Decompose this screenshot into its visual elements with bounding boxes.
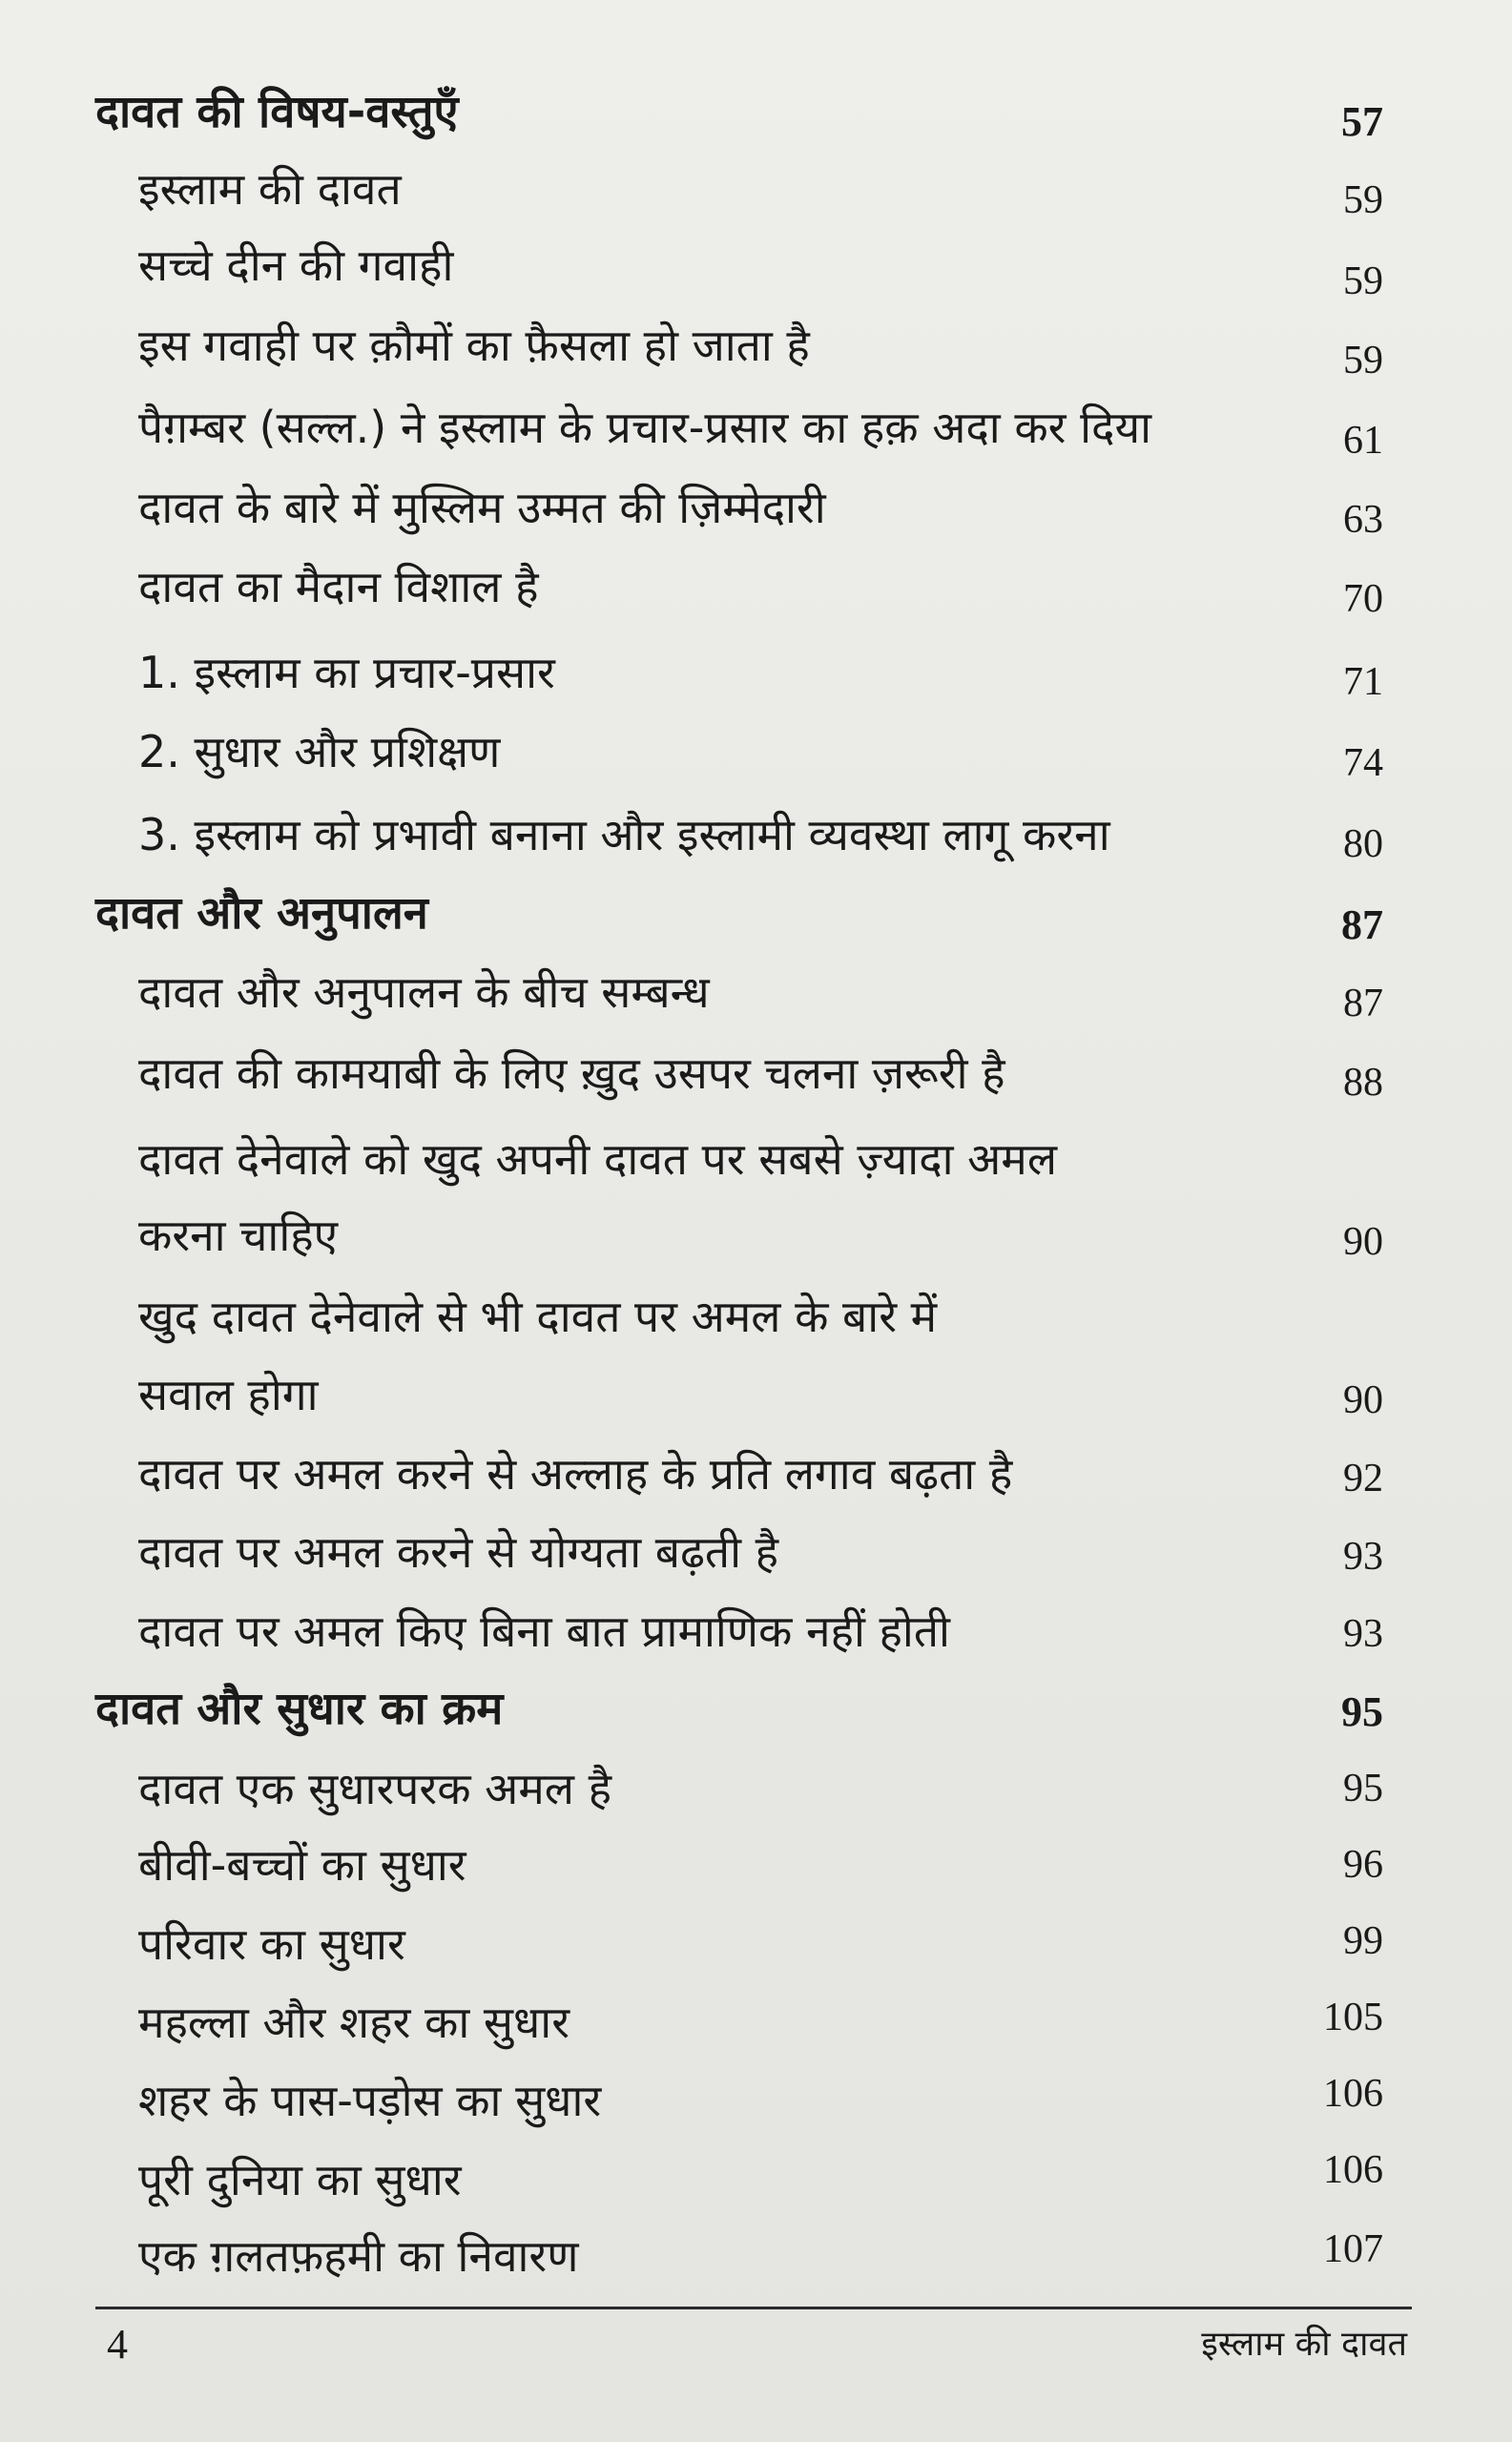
toc-entry-title: पैग़म्बर (सल्ल.) ने इस्लाम के प्रचार-प्रसार का हक़ अदा कर दिया: [138, 402, 1152, 453]
toc-entry-title: बीवी-बच्चों का सुधार: [138, 1839, 466, 1891]
toc-entry-title: सच्चे दीन की गवाही: [138, 239, 454, 291]
toc-entry-title: एक ग़लतफ़हमी का निवारण: [138, 2230, 579, 2282]
folio-page-number: 4: [107, 2321, 128, 2368]
toc-page-number: 63: [1343, 498, 1383, 542]
toc-page-number: 92: [1343, 1457, 1383, 1500]
toc-entry-title: दावत देनेवाले को खुद अपनी दावत पर सबसे ज़्यादा अमल: [138, 1133, 1058, 1185]
toc-page-number: 57: [1341, 98, 1383, 145]
toc-page-number: 61: [1343, 419, 1383, 463]
toc-entry-title: दावत पर अमल किए बिना बात प्रामाणिक नहीं होती: [138, 1605, 950, 1657]
toc-entry-title: 2. सुधार और प्रशिक्षण: [138, 726, 501, 777]
toc-entry-title: इस्लाम की दावत: [138, 163, 402, 215]
toc-page-number: 87: [1341, 901, 1383, 948]
toc-entry-title: दावत और अनुपालन के बीच सम्बन्ध: [138, 966, 710, 1018]
toc-section-title: दावत और सुधार का क्रम: [95, 1683, 504, 1735]
toc-entry-title: दावत की कामयाबी के लिए ख़ुद उसपर चलना ज़रूरी है: [138, 1047, 1005, 1099]
toc-entry-title: करना चाहिए: [138, 1210, 339, 1261]
toc-entry-title: दावत एक सुधारपरक अमल है: [138, 1763, 612, 1814]
toc-entry-title: परिवार का सुधार: [138, 1918, 405, 1970]
footer-rule: [95, 2307, 1412, 2309]
toc-entry-title: दावत के बारे में मुस्लिम उम्मत की ज़िम्मेदारी: [138, 482, 826, 533]
toc-entry-title: सवाल होगा: [138, 1369, 319, 1420]
toc-entry-title: 3. इस्लाम को प्रभावी बनाना और इस्लामी व्यवस्था लागू करना: [138, 809, 1110, 860]
toc-entry-title: दावत पर अमल करने से योग्यता बढ़ती है: [138, 1526, 779, 1578]
toc-page-number: 71: [1343, 660, 1383, 704]
toc-page-number: 93: [1343, 1612, 1383, 1656]
toc-section-title: दावत की विषय-वस्तुएँ: [95, 86, 459, 138]
toc-page-number: 96: [1343, 1843, 1383, 1887]
toc-entry-title: 1. इस्लाम का प्रचार-प्रसार: [138, 647, 555, 698]
toc-page-number: 90: [1343, 1378, 1383, 1422]
toc-page-number: 59: [1343, 178, 1383, 222]
toc-page-number: 87: [1343, 982, 1383, 1025]
toc-entry-title: शहर के पास-पड़ोस का सुधार: [138, 2075, 602, 2126]
toc-page-number: 59: [1343, 259, 1383, 303]
toc-page-number: 70: [1343, 577, 1383, 621]
toc-entry-title: दावत का मैदान विशाल है: [138, 561, 539, 612]
toc-section-title: दावत और अनुपालन: [95, 887, 428, 940]
toc-entry-title: पूरी दुनिया का सुधार: [138, 2154, 462, 2205]
toc-page-number: 95: [1343, 1767, 1383, 1811]
toc-page-number: 106: [1323, 2148, 1383, 2192]
toc-entry-title: दावत पर अमल करने से अल्लाह के प्रति लगाव बढ़ता है: [138, 1448, 1013, 1500]
toc-page-number: 90: [1343, 1220, 1383, 1264]
toc-page-number: 106: [1323, 2072, 1383, 2116]
toc-entry-title: महल्ला और शहर का सुधार: [138, 1997, 570, 2048]
toc-page-number: 59: [1343, 339, 1383, 383]
toc-entry-title: इस गवाही पर क़ौमों का फ़ैसला हो जाता है: [138, 320, 810, 371]
toc-entry-title: खुद दावत देनेवाले से भी दावत पर अमल के बारे में: [138, 1291, 938, 1342]
toc-page-number: 95: [1341, 1688, 1383, 1735]
toc-page-number: 80: [1343, 822, 1383, 866]
toc-page-number: 88: [1343, 1061, 1383, 1105]
running-title: इस्लाम की दावत: [1201, 2325, 1407, 2364]
toc-page-number: 107: [1323, 2227, 1383, 2271]
toc-page-number: 93: [1343, 1535, 1383, 1579]
toc-page-number: 74: [1343, 741, 1383, 785]
toc-page-number: 99: [1343, 1919, 1383, 1963]
toc-page-number: 105: [1323, 1996, 1383, 2039]
